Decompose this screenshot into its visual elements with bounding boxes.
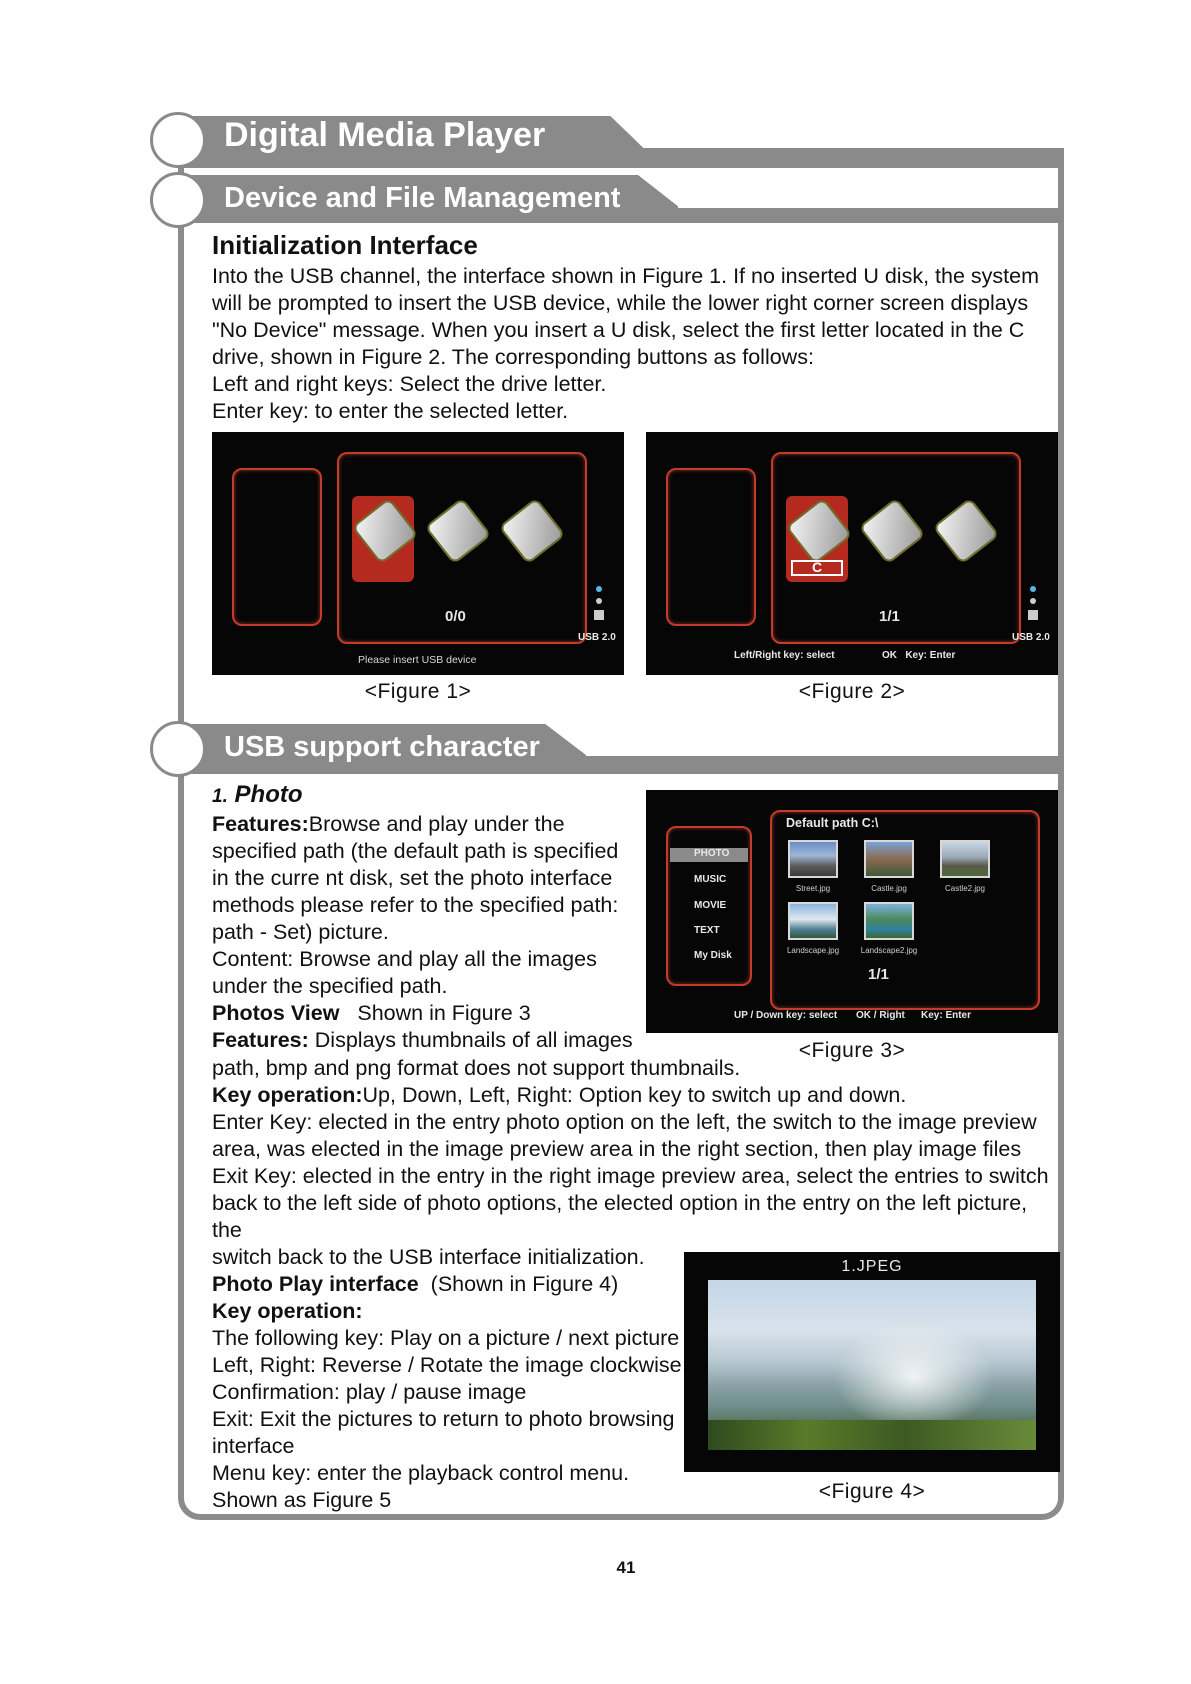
insert-message: Please insert USB device bbox=[358, 654, 477, 666]
init-line: "No Device" message. When you insert a U disk, select the first letter located in the C bbox=[212, 318, 1025, 342]
play-line: interface bbox=[212, 1434, 295, 1458]
features-line: under the specified path. bbox=[212, 974, 448, 998]
features2-text: Displays thumbnails of all images bbox=[314, 1028, 633, 1052]
features-line: methods please refer to the specified path: bbox=[212, 893, 619, 917]
thumbnail-label: Street.jpg bbox=[795, 884, 831, 893]
play-key-label: Key operation: bbox=[212, 1299, 363, 1323]
menu-item-movie[interactable]: MOVIE bbox=[694, 900, 727, 911]
counter: 1/1 bbox=[879, 608, 900, 625]
play-line: Confirmation: play / pause image bbox=[212, 1380, 527, 1404]
photos-view-label: Photos View bbox=[212, 1001, 340, 1025]
features2-cont: path, bmp and png format does not support thumbnails. bbox=[212, 1056, 741, 1080]
thumbnail-street[interactable] bbox=[788, 840, 838, 878]
play-line: The following key: Play on a picture / next picture bbox=[212, 1326, 680, 1350]
usb-status-icon bbox=[1030, 586, 1036, 592]
drive-letter-text: C bbox=[811, 559, 823, 575]
features-label: Features: bbox=[212, 812, 309, 836]
section-title: Device and File Management bbox=[224, 182, 621, 214]
menu-item-photo[interactable]: PHOTO bbox=[694, 848, 730, 859]
thumbnail-label: Landscape.jpg bbox=[786, 946, 840, 955]
title-banner-tail bbox=[620, 148, 1064, 168]
title-circle bbox=[150, 112, 206, 168]
left-slot bbox=[232, 468, 322, 626]
thumbnail-label: Castle.jpg bbox=[871, 884, 907, 893]
photo-title: Photo bbox=[234, 781, 303, 808]
left-slot bbox=[666, 468, 756, 626]
thumbnail-landscape[interactable] bbox=[788, 902, 838, 940]
figure-4-screen bbox=[684, 1252, 1060, 1472]
figure-1-screen bbox=[212, 432, 624, 675]
default-path: Default path C:\ bbox=[786, 816, 879, 830]
usb-status-icon bbox=[596, 586, 602, 592]
hint-select: Left/Right key: select bbox=[734, 650, 835, 661]
play-line: Left, Right: Reverse / Rotate the image clockwise bbox=[212, 1353, 682, 1377]
play-line: Shown as Figure 5 bbox=[212, 1488, 392, 1512]
image-filename: 1.JPEG bbox=[841, 1258, 903, 1275]
counter: 0/0 bbox=[445, 608, 466, 625]
photo-play-label: Photo Play interface bbox=[212, 1272, 419, 1296]
photos-view-text: Shown in Figure 3 bbox=[357, 1001, 531, 1025]
photo-play-suffix: (Shown in Figure 4) bbox=[430, 1272, 619, 1296]
usb-label: USB 2.0 bbox=[578, 632, 616, 643]
usb-label: USB 2.0 bbox=[1012, 632, 1050, 643]
features-line: in the curre nt disk, set the photo interface bbox=[212, 866, 613, 890]
photo-heading bbox=[212, 781, 303, 809]
usb-circle bbox=[150, 721, 206, 777]
hint-ok: OK / Right bbox=[856, 1010, 905, 1021]
play-line: Menu key: enter the playback control menu. bbox=[212, 1461, 630, 1485]
menu-item-text[interactable]: TEXT bbox=[694, 925, 720, 936]
photo-features bbox=[212, 811, 642, 1054]
thumbnail-castle2[interactable] bbox=[940, 840, 990, 878]
features-line: specified path (the default path is specified bbox=[212, 839, 619, 863]
page-title: Digital Media Player bbox=[224, 116, 546, 154]
key-line: Enter Key: elected in the entry photo option on the left, the switch to the image preview bbox=[212, 1110, 1037, 1134]
features2-label: Features: bbox=[212, 1028, 309, 1052]
key-op-text: Up, Down, Left, Right: Option key to switch up and down. bbox=[362, 1083, 907, 1107]
hint-enter: Key: Enter bbox=[921, 1010, 972, 1021]
page-number: 41 bbox=[616, 1558, 636, 1577]
figure-4-caption: <Figure 4> bbox=[818, 1480, 926, 1503]
thumbnail-label: Castle2.jpg bbox=[944, 884, 986, 893]
key-line: switch back to the USB interface initialization. bbox=[212, 1245, 645, 1269]
play-line: Exit: Exit the pictures to return to photo browsing bbox=[212, 1407, 675, 1431]
subtitle-banner-tail bbox=[660, 208, 1064, 223]
usb-section-title: USB support character bbox=[224, 731, 540, 763]
figure-2-caption: <Figure 2> bbox=[798, 680, 906, 703]
hint-select: UP / Down key: select bbox=[734, 1010, 838, 1021]
key-line: back to the left side of photo options, the elected option in the entry on the left picture, the bbox=[212, 1191, 1028, 1242]
features-line: Content: Browse and play all the images bbox=[212, 947, 597, 971]
photo-keyops bbox=[212, 1055, 1062, 1271]
thumbnail-label: Landscape2.jpg bbox=[860, 946, 918, 955]
figure-3-caption: <Figure 3> bbox=[798, 1039, 906, 1062]
init-line: will be prompted to insert the USB device, while the lower right corner screen displays bbox=[212, 291, 1029, 315]
usb-banner-tail bbox=[570, 756, 1064, 774]
usb-status-icon bbox=[1030, 598, 1036, 604]
menu-item-mydisk[interactable]: My Disk bbox=[694, 950, 732, 961]
init-heading: Initialization Interface bbox=[212, 230, 478, 260]
hint-enter: OK Key: Enter bbox=[882, 650, 956, 661]
usb-drive-icon bbox=[1028, 610, 1038, 620]
key-op-label: Key operation: bbox=[212, 1083, 363, 1107]
usb-drive-icon bbox=[594, 610, 604, 620]
photo-mist bbox=[834, 1322, 994, 1432]
init-line: drive, shown in Figure 2. The corresponding buttons as follows: bbox=[212, 345, 814, 369]
photo-play bbox=[212, 1271, 682, 1514]
features-line: path - Set) picture. bbox=[212, 920, 389, 944]
photo-number: 1. bbox=[212, 786, 228, 807]
key-line: Exit Key: elected in the entry in the right image preview area, select the entries to switch bbox=[212, 1164, 1049, 1188]
photo-trees bbox=[708, 1420, 1036, 1450]
init-line: Left and right keys: Select the drive letter. bbox=[212, 372, 607, 396]
menu-item-music[interactable]: MUSIC bbox=[694, 874, 727, 885]
thumbnail-castle[interactable] bbox=[864, 840, 914, 878]
counter: 1/1 bbox=[868, 966, 889, 983]
init-line: Into the USB channel, the interface shown in Figure 1. If no inserted U disk, the system bbox=[212, 264, 1039, 288]
figure-2-screen bbox=[646, 432, 1058, 675]
usb-status-icon bbox=[596, 598, 602, 604]
figure-3-screen bbox=[646, 790, 1058, 1033]
init-line: Enter key: to enter the selected letter. bbox=[212, 399, 569, 423]
thumbnail-landscape2[interactable] bbox=[864, 902, 914, 940]
init-paragraph bbox=[212, 263, 1052, 425]
features-line: Browse and play under the bbox=[308, 812, 565, 836]
figure-1-caption: <Figure 1> bbox=[364, 680, 472, 703]
key-line: area, was elected in the image preview area in the right section, then play image files bbox=[212, 1137, 1022, 1161]
subtitle-circle bbox=[150, 172, 206, 228]
